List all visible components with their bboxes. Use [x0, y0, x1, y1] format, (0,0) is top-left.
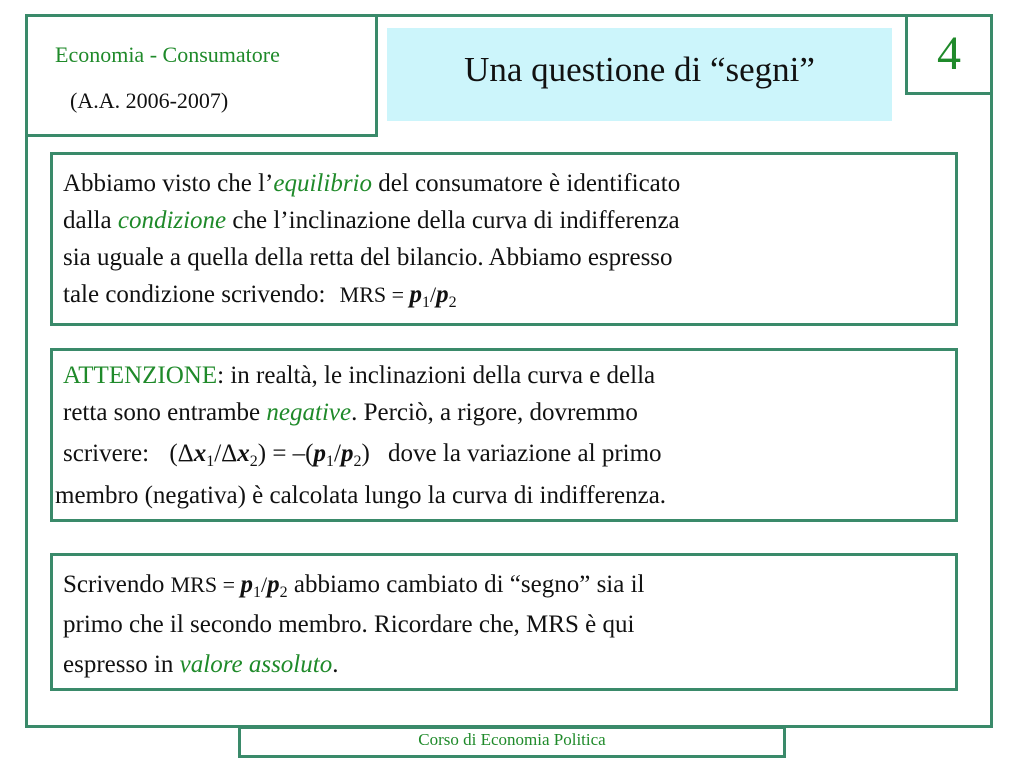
formula-subscript: 2: [353, 453, 362, 470]
paragraph-line: [63, 398, 638, 428]
paragraph-line: [55, 481, 666, 511]
course-year: (A.A. 2006-2007): [70, 88, 229, 113]
equilibrium-paragraph-box: [50, 152, 958, 326]
formula-part: /: [334, 440, 341, 467]
text-span: del consumatore è identificato: [372, 170, 681, 197]
formula-part: p: [267, 571, 280, 598]
valore-assoluto-term: valore assoluto: [179, 651, 333, 678]
formula-subscript: 1: [206, 453, 215, 470]
course-title: Economia - Consumatore: [55, 42, 280, 67]
equilibrio-term: equilibrio: [273, 170, 372, 197]
formula-part: ) = –(: [257, 440, 314, 467]
mrs-formula: [339, 281, 457, 311]
formula-part: p: [313, 440, 326, 467]
slide-number: 4: [937, 27, 961, 80]
text-span: .: [332, 651, 339, 678]
text-span: membro (negativa) è calcolata lungo la curva di indifferenza.: [55, 482, 667, 509]
text-span: abbiamo cambiato di “segno” sia il: [287, 571, 645, 598]
formula-part: x: [193, 440, 207, 467]
paragraph-line: [63, 206, 680, 236]
course-header-box: [25, 14, 378, 137]
attention-label: ATTENZIONE: [63, 362, 218, 389]
text-span: espresso in: [63, 651, 180, 678]
text-span: . Perciò, a rigore, dovremmo: [351, 399, 638, 426]
paragraph-line: [63, 280, 457, 318]
formula-part: (Δ: [169, 440, 194, 467]
formula-subscript: 1: [253, 584, 262, 601]
formula-part: p: [240, 571, 254, 598]
formula-part: p: [340, 440, 354, 467]
formula-subscript: 2: [249, 453, 258, 470]
paragraph-line: [63, 610, 634, 640]
formula-part: MRS =: [170, 572, 241, 597]
text-span: sia uguale a quella della retta del bilancio. Abbiamo espresso: [63, 244, 673, 271]
formula-part: p: [436, 281, 449, 308]
paragraph-line: [63, 169, 680, 199]
formula-part: MRS =: [339, 282, 410, 307]
formula-subscript: 1: [422, 294, 431, 311]
paragraph-line: [63, 570, 644, 608]
formula-part: /: [430, 282, 437, 307]
text-span: : in realtà, le inclinazioni della curva e della: [217, 362, 656, 389]
text-span: retta sono entrambe: [63, 399, 267, 426]
mrs-formula: [170, 571, 288, 601]
absolute-value-paragraph-box: [50, 553, 958, 691]
text-span: scrivere:: [63, 440, 150, 467]
formula-subscript: 2: [279, 584, 288, 601]
slide-title: Una questione di “segni”: [464, 50, 815, 89]
slope-formula: [169, 440, 370, 470]
text-span: dove la variazione al primo: [388, 440, 662, 467]
text-span: Scrivendo: [63, 571, 171, 598]
paragraph-line: [63, 650, 338, 680]
formula-part: x: [237, 440, 250, 467]
text-span: tale condizione scrivendo:: [63, 281, 326, 308]
text-span: Abbiamo visto che l’: [63, 170, 274, 197]
paragraph-line: [63, 361, 655, 391]
attention-paragraph-box: [50, 348, 958, 522]
text-span: primo che il secondo membro. Ricordare che, MRS è qui: [63, 611, 635, 638]
text-span: che l’inclinazione della curva di indifferenza: [226, 207, 680, 234]
formula-subscript: 2: [448, 294, 457, 311]
paragraph-line: [63, 243, 673, 273]
formula-part: /: [261, 572, 268, 597]
formula-part: /Δ: [214, 440, 238, 467]
formula-subscript: 1: [326, 453, 334, 470]
formula-part: ): [361, 440, 370, 467]
text-span: dalla: [63, 207, 118, 234]
formula-part: p: [409, 281, 423, 308]
footer-text: Corso di Economia Politica: [418, 730, 606, 749]
condizione-term: condizione: [117, 207, 227, 234]
negative-term: negative: [266, 399, 352, 426]
paragraph-line: [63, 439, 662, 477]
